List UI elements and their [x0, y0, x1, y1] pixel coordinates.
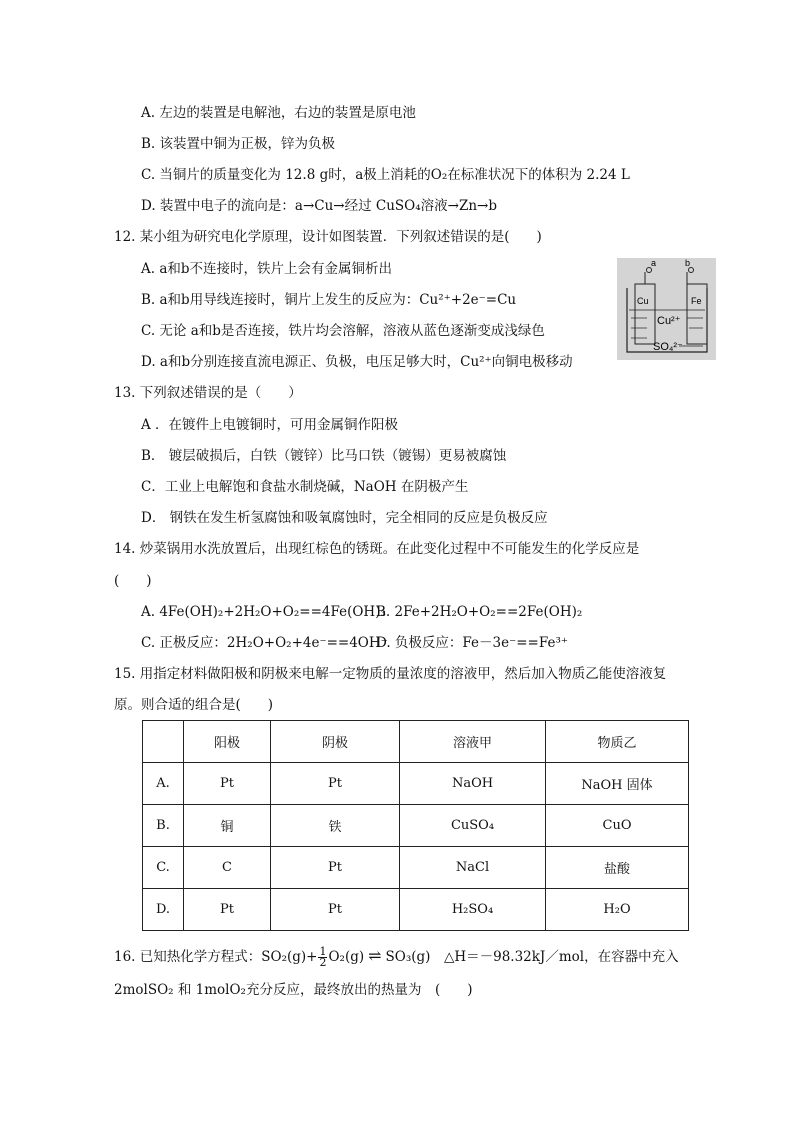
header-cell [143, 721, 184, 763]
label-b: b [685, 258, 691, 268]
table-cell: 铁 [271, 805, 400, 847]
equilibrium-arrow-icon: ⇌ [368, 946, 382, 965]
table-cell: CuO [546, 805, 689, 847]
q12-option-c: C. 无论 a和b是否连接，铁片均会溶解，溶液从蓝色逐渐变成浅绿色 [141, 323, 545, 339]
terminal-a [647, 268, 652, 273]
fraction-denominator: 2 [319, 956, 327, 969]
q11-option-d: D. 装置中电子的流向是：a→Cu→经过 CuSO₄溶液→Zn→b [141, 198, 498, 214]
q13-option-c: C．工业上电解饱和食盐水制烧碱，NaOH 在阴极产生 [141, 479, 469, 495]
table-cell: CuSO₄ [400, 805, 546, 847]
q16-middle: O₂(g) [328, 949, 365, 965]
q16-suffix: SO₃(g) △H＝－98.32kJ／mol，在容器中充入 [385, 949, 679, 965]
q12-option-d: D. a和b分别连接直流电源正、负极，电压足够大时，Cu²⁺向铜电极移动 [141, 354, 573, 370]
fraction-numerator: 1 [319, 945, 327, 958]
q15-table [142, 720, 689, 931]
q14-option-d: D. 负极反应：Fe－3e⁻==Fe³⁺ [376, 635, 569, 651]
fraction-half [318, 947, 327, 968]
table-cell: C. [143, 847, 184, 889]
table-cell: Pt [271, 763, 400, 805]
q13-option-d: D． 钢铁在发生析氢腐蚀和吸氧腐蚀时，完全相同的反应是负极反应 [141, 510, 548, 526]
q13-stem: 13. 下列叙述错误的是（ ） [114, 385, 302, 401]
electrochem-cell-diagram [617, 258, 716, 360]
q16-stem-line2: 2molSO₂ 和 1molO₂充分反应，最终放出的热量为 ( ) [114, 982, 473, 998]
table-cell: C [184, 847, 271, 889]
q11-option-a: A. 左边的装置是电解池，右边的装置是原电池 [141, 105, 416, 121]
terminal-b [689, 268, 694, 273]
table-cell: NaOH [400, 763, 546, 805]
table-cell: 铜 [184, 805, 271, 847]
table-row [143, 763, 689, 805]
table-cell: B. [143, 805, 184, 847]
header-cell: 阳极 [184, 721, 271, 763]
table-header-row [143, 721, 689, 763]
table-cell: Pt [184, 763, 271, 805]
iron-electrode [687, 284, 707, 344]
table-row [143, 889, 689, 931]
q16-stem-line1 [114, 945, 679, 968]
label-cu: Cu [637, 296, 649, 306]
q12-stem: 12. 某小组为研究电化学原理，设计如图装置．下列叙述错误的是( ) [114, 229, 542, 245]
q15-stem-line2: 原。则合适的组合是( ) [114, 697, 274, 713]
q15-stem-line1: 15. 用指定材料做阳极和阴极来电解一定物质的量浓度的溶液甲，然后加入物质乙能使溶液复 [114, 666, 667, 682]
table-row [143, 805, 689, 847]
q14-option-a: A. 4Fe(OH)₂+2H₂O+O₂==4Fe(OH)₃ [141, 604, 386, 620]
q13-option-a: A ．在镀件上电镀铜时，可用金属铜作阳极 [141, 417, 399, 433]
table-cell: Pt [184, 889, 271, 931]
table-cell: NaOH 固体 [546, 763, 689, 805]
table-row [143, 847, 689, 889]
table-cell: Pt [271, 847, 400, 889]
q11-option-c: C. 当铜片的质量变化为 12.8 g时，a极上消耗的O₂在标准状况下的体积为 2.24 L [141, 167, 630, 183]
header-cell: 阴极 [271, 721, 400, 763]
table-cell: NaCl [400, 847, 546, 889]
q16-prefix: 16. 已知热化学方程式：SO₂(g)+ [114, 949, 318, 965]
table-cell: Pt [271, 889, 400, 931]
table-cell: H₂SO₄ [400, 889, 546, 931]
q11-option-b: B. 该装置中铜为正极，锌为负极 [141, 136, 336, 152]
q14-stem: 14. 炒菜锅用水洗放置后，出现红棕色的锈斑。在此变化过程中不可能发生的化学反应是 [114, 541, 640, 557]
table-cell: H₂O [546, 889, 689, 931]
table-cell: A. [143, 763, 184, 805]
q14-option-c: C. 正极反应：2H₂O+O₂+4e⁻==4OH⁻ [141, 635, 388, 651]
label-fe: Fe [691, 296, 702, 306]
table-cell: 盐酸 [546, 847, 689, 889]
q12-option-a: A. a和b不连接时，铁片上会有金属铜析出 [141, 261, 393, 277]
ion-sulfate: SO₄²⁻ [653, 341, 683, 353]
ion-cu2plus: Cu²⁺ [657, 315, 681, 327]
electrochemistry-figure [617, 258, 716, 360]
q13-option-b: B． 镀层破损后，白铁（镀锌）比马口铁（镀锡）更易被腐蚀 [141, 448, 507, 464]
label-a: a [651, 258, 657, 268]
header-cell: 溶液甲 [400, 721, 546, 763]
q14-blank: ( ) [114, 573, 152, 589]
table-cell: D. [143, 889, 184, 931]
q12-option-b: B. a和b用导线连接时，铜片上发生的反应为：Cu²⁺+2e⁻=Cu [141, 292, 517, 308]
copper-electrode [635, 284, 655, 344]
header-cell: 物质乙 [546, 721, 689, 763]
q14-option-b: B. 2Fe+2H₂O+O₂==2Fe(OH)₂ [376, 604, 583, 620]
